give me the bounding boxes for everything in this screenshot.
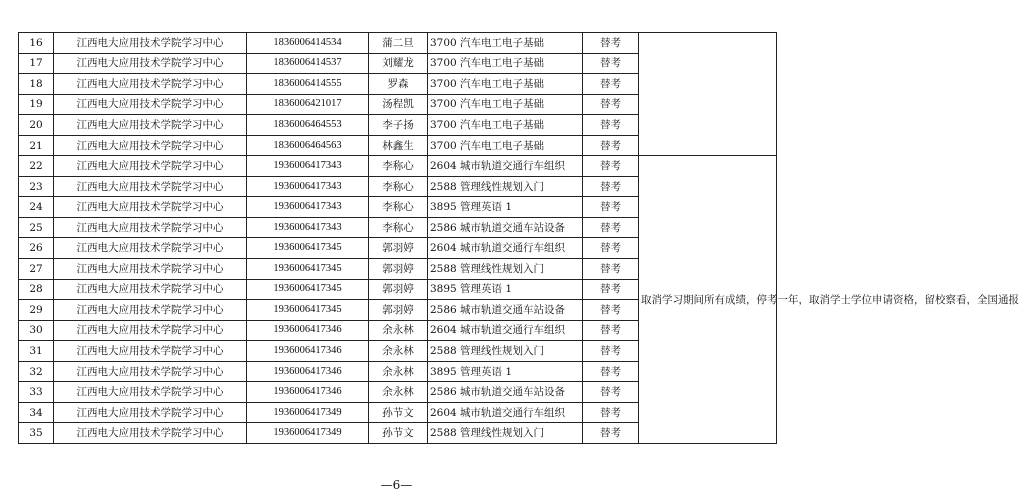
student-id-cell: 1936006417345	[247, 259, 369, 280]
course-cell: 2604 城市轨道交通行车组织	[428, 402, 583, 423]
row-number-cell: 25	[19, 217, 54, 238]
study-center-cell: 江西电大应用技术学院学习中心	[54, 135, 247, 156]
row-number-cell: 23	[19, 176, 54, 197]
course-cell: 3700 汽车电工电子基础	[428, 74, 583, 95]
student-name-cell: 李子扬	[369, 115, 428, 136]
violation-type-cell: 替考	[583, 402, 639, 423]
row-number-cell: 26	[19, 238, 54, 259]
row-number-cell: 16	[19, 33, 54, 54]
student-name-cell: 李称心	[369, 156, 428, 177]
row-number-cell: 21	[19, 135, 54, 156]
violation-type-cell: 替考	[583, 300, 639, 321]
student-id-cell: 1936006417343	[247, 197, 369, 218]
row-number-cell: 31	[19, 341, 54, 362]
row-number-cell: 22	[19, 156, 54, 177]
row-number-cell: 20	[19, 115, 54, 136]
course-cell: 2588 管理线性规划入门	[428, 341, 583, 362]
violation-type-cell: 替考	[583, 341, 639, 362]
violation-type-cell: 替考	[583, 135, 639, 156]
study-center-cell: 江西电大应用技术学院学习中心	[54, 259, 247, 280]
study-center-cell: 江西电大应用技术学院学习中心	[54, 238, 247, 259]
violation-type-cell: 替考	[583, 74, 639, 95]
table-row	[19, 33, 777, 54]
study-center-cell: 江西电大应用技术学院学习中心	[54, 402, 247, 423]
student-id-cell: 1836006414555	[247, 74, 369, 95]
penalty-cell-empty	[639, 33, 777, 156]
student-id-cell: 1936006417345	[247, 238, 369, 259]
student-name-cell: 孙节文	[369, 402, 428, 423]
study-center-cell: 江西电大应用技术学院学习中心	[54, 361, 247, 382]
row-number-cell: 35	[19, 423, 54, 444]
course-cell: 2586 城市轨道交通车站设备	[428, 217, 583, 238]
study-center-cell: 江西电大应用技术学院学习中心	[54, 176, 247, 197]
student-name-cell: 余永林	[369, 361, 428, 382]
student-name-cell: 郭羽婷	[369, 300, 428, 321]
student-id-cell: 1936006417349	[247, 423, 369, 444]
study-center-cell: 江西电大应用技术学院学习中心	[54, 197, 247, 218]
student-id-cell: 1836006414534	[247, 33, 369, 54]
penalty-cell: 取消学习期间所有成绩，停考一年，取消学士学位申请资格，留校察看，全国通报	[639, 156, 777, 444]
student-id-cell: 1836006464553	[247, 115, 369, 136]
table-row	[19, 156, 777, 177]
student-name-cell: 林鑫生	[369, 135, 428, 156]
student-id-cell: 1936006417346	[247, 361, 369, 382]
study-center-cell: 江西电大应用技术学院学习中心	[54, 320, 247, 341]
study-center-cell: 江西电大应用技术学院学习中心	[54, 217, 247, 238]
row-number-cell: 24	[19, 197, 54, 218]
course-cell: 3895 管理英语 1	[428, 279, 583, 300]
student-name-cell: 余永林	[369, 320, 428, 341]
course-cell: 2588 管理线性规划入门	[428, 423, 583, 444]
violations-table	[18, 32, 1019, 444]
course-cell: 2588 管理线性规划入门	[428, 176, 583, 197]
violation-type-cell: 替考	[583, 217, 639, 238]
violation-type-cell: 替考	[583, 156, 639, 177]
student-id-cell: 1936006417349	[247, 402, 369, 423]
student-id-cell: 1936006417343	[247, 156, 369, 177]
study-center-cell: 江西电大应用技术学院学习中心	[54, 300, 247, 321]
study-center-cell: 江西电大应用技术学院学习中心	[54, 423, 247, 444]
row-number-cell: 29	[19, 300, 54, 321]
violations-table-body	[19, 33, 1019, 444]
violation-type-cell: 替考	[583, 53, 639, 74]
violation-type-cell: 替考	[583, 382, 639, 403]
study-center-cell: 江西电大应用技术学院学习中心	[54, 74, 247, 95]
row-number-cell: 32	[19, 361, 54, 382]
course-cell: 2586 城市轨道交通车站设备	[428, 300, 583, 321]
student-name-cell: 孙节文	[369, 423, 428, 444]
student-id-cell: 1836006464563	[247, 135, 369, 156]
student-name-cell: 郭羽婷	[369, 259, 428, 280]
violation-type-cell: 替考	[583, 176, 639, 197]
student-id-cell: 1936006417345	[247, 279, 369, 300]
course-cell: 3700 汽车电工电子基础	[428, 94, 583, 115]
violation-type-cell: 替考	[583, 33, 639, 54]
student-name-cell: 郭羽婷	[369, 238, 428, 259]
row-number-cell: 18	[19, 74, 54, 95]
course-cell: 3895 管理英语 1	[428, 361, 583, 382]
student-id-cell: 1936006417343	[247, 217, 369, 238]
row-number-cell: 17	[19, 53, 54, 74]
violation-type-cell: 替考	[583, 259, 639, 280]
course-cell: 3700 汽车电工电子基础	[428, 33, 583, 54]
violation-type-cell: 替考	[583, 197, 639, 218]
study-center-cell: 江西电大应用技术学院学习中心	[54, 33, 247, 54]
course-cell: 2604 城市轨道交通行车组织	[428, 156, 583, 177]
course-cell: 2586 城市轨道交通车站设备	[428, 382, 583, 403]
student-name-cell: 蒲二旦	[369, 33, 428, 54]
student-name-cell: 郭羽婷	[369, 279, 428, 300]
violation-type-cell: 替考	[583, 279, 639, 300]
violation-type-cell: 替考	[583, 423, 639, 444]
student-id-cell: 1836006414537	[247, 53, 369, 74]
row-number-cell: 27	[19, 259, 54, 280]
row-number-cell: 33	[19, 382, 54, 403]
course-cell: 2588 管理线性规划入门	[428, 259, 583, 280]
violation-type-cell: 替考	[583, 115, 639, 136]
student-id-cell: 1936006417343	[247, 176, 369, 197]
violation-type-cell: 替考	[583, 361, 639, 382]
student-name-cell: 李称心	[369, 217, 428, 238]
student-name-cell: 罗森	[369, 74, 428, 95]
row-number-cell: 34	[19, 402, 54, 423]
student-name-cell: 汤程凯	[369, 94, 428, 115]
student-name-cell: 李称心	[369, 176, 428, 197]
study-center-cell: 江西电大应用技术学院学习中心	[54, 341, 247, 362]
violation-type-cell: 替考	[583, 238, 639, 259]
student-id-cell: 1836006421017	[247, 94, 369, 115]
page-number: —6—	[380, 478, 413, 492]
study-center-cell: 江西电大应用技术学院学习中心	[54, 53, 247, 74]
course-cell: 3700 汽车电工电子基础	[428, 53, 583, 74]
student-name-cell: 李称心	[369, 197, 428, 218]
row-number-cell: 28	[19, 279, 54, 300]
student-name-cell: 刘耀龙	[369, 53, 428, 74]
row-number-cell: 19	[19, 94, 54, 115]
study-center-cell: 江西电大应用技术学院学习中心	[54, 279, 247, 300]
course-cell: 2604 城市轨道交通行车组织	[428, 320, 583, 341]
row-number-cell: 30	[19, 320, 54, 341]
student-name-cell: 余永林	[369, 382, 428, 403]
student-id-cell: 1936006417346	[247, 341, 369, 362]
course-cell: 3895 管理英语 1	[428, 197, 583, 218]
study-center-cell: 江西电大应用技术学院学习中心	[54, 156, 247, 177]
violation-type-cell: 替考	[583, 320, 639, 341]
study-center-cell: 江西电大应用技术学院学习中心	[54, 115, 247, 136]
course-cell: 2604 城市轨道交通行车组织	[428, 238, 583, 259]
study-center-cell: 江西电大应用技术学院学习中心	[54, 94, 247, 115]
student-name-cell: 余永林	[369, 341, 428, 362]
student-id-cell: 1936006417346	[247, 382, 369, 403]
study-center-cell: 江西电大应用技术学院学习中心	[54, 382, 247, 403]
violation-type-cell: 替考	[583, 94, 639, 115]
course-cell: 3700 汽车电工电子基础	[428, 135, 583, 156]
student-id-cell: 1936006417346	[247, 320, 369, 341]
student-id-cell: 1936006417345	[247, 300, 369, 321]
course-cell: 3700 汽车电工电子基础	[428, 115, 583, 136]
